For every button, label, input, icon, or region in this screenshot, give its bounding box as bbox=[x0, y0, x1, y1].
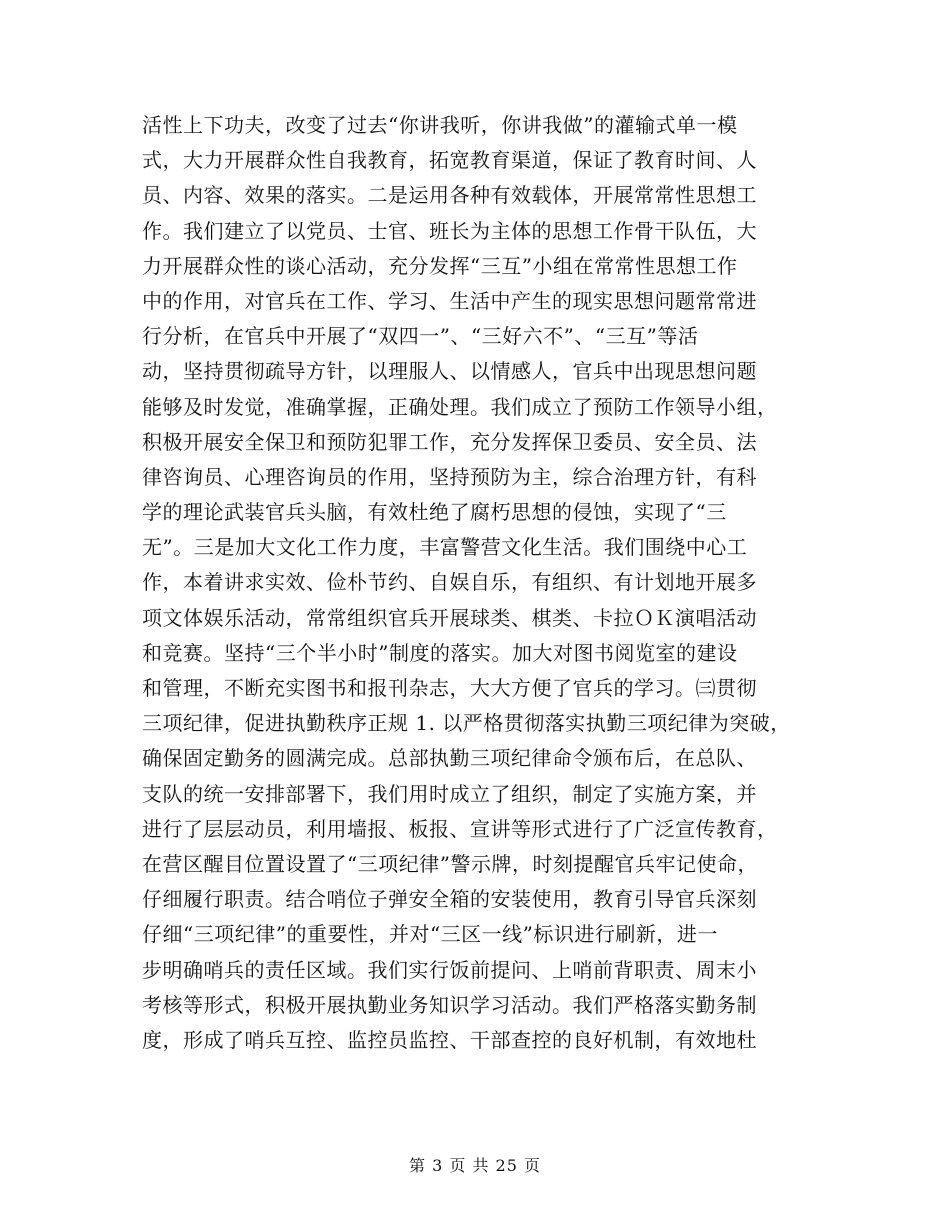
footer-suffix: 页 bbox=[524, 1156, 542, 1175]
text-line: 积极开展安全保卫和预防犯罪工作，充分发挥保卫委员、安全员、法 bbox=[142, 429, 757, 454]
text-line: 和竞赛。坚持“三个半小时”制度的落实。加大对图书阅览室的建设 bbox=[142, 640, 738, 665]
text-line: 和管理，不断充实图书和报刊杂志，大大方便了官兵的学习。㈢贯彻 bbox=[142, 676, 757, 700]
total-page-count: 25 bbox=[495, 1156, 518, 1175]
current-page-number: 3 bbox=[432, 1156, 444, 1175]
text-line: 作，本着讲求实效、俭朴节约、自娱自乐，有组织、有计划地开展多 bbox=[142, 570, 757, 595]
text-line: 考核等形式，积极开展执勤业务知识学习活动。我们严格落实勤务制 bbox=[142, 992, 757, 1017]
body-text bbox=[142, 108, 812, 1058]
text-line: 项文体娱乐活动，常常组织官兵开展球类、棋类、卡拉ＯＫ演唱活动 bbox=[142, 605, 757, 630]
text-line: 学的理论武装官兵头脑，有效杜绝了腐朽思想的侵蚀，实现了“三 bbox=[142, 500, 727, 525]
text-line: 活性上下功夫，改变了过去“你讲我听，你讲我做”的灌输式单一模 bbox=[142, 113, 738, 137]
text-line: 仔细履行职责。结合哨位子弹安全箱的安装使用，教育引导官兵深刻 bbox=[142, 887, 757, 912]
footer-middle: 页 共 bbox=[449, 1156, 490, 1175]
text-line: 在营区醒目位置设置了“三项纪律”警示牌，时刻提醒官兵牢记使命， bbox=[142, 851, 758, 876]
text-line: 力开展群众性的谈心活动，充分发挥“三互”小组在常常性思想工作 bbox=[142, 253, 738, 278]
text-line: 支队的统一安排部署下，我们用时成立了组织，制定了实施方案，并 bbox=[142, 781, 757, 806]
text-line: 确保固定勤务的圆满完成。总部执勤三项纪律命令颁布后，在总队、 bbox=[142, 746, 757, 771]
text-line: 员、内容、效果的落实。二是运用各种有效载体，开展常常性思想工 bbox=[142, 183, 757, 208]
text-line: 无”。三是加大文化工作力度，丰富警营文化生活。我们围绕中心工 bbox=[142, 535, 748, 560]
text-line: 中的作用，对官兵在工作、学习、生活中产生的现实思想问题常常进 bbox=[142, 288, 757, 313]
page-footer bbox=[0, 1153, 950, 1176]
text-line: 律咨询员、心理咨询员的作用，坚持预防为主，综合治理方针，有科 bbox=[142, 464, 757, 489]
footer-prefix: 第 bbox=[408, 1156, 426, 1175]
text-line: 进行了层层动员，利用墙报、板报、宣讲等形式进行了广泛宣传教育， bbox=[142, 816, 778, 841]
text-line: 能够及时发觉，准确掌握，正确处理。我们成立了预防工作领导小组， bbox=[142, 394, 778, 419]
text-line: 式，大力开展群众性自我教育，拓宽教育渠道，保证了教育时间、人 bbox=[142, 148, 757, 173]
text-line: 作。我们建立了以党员、士官、班长为主体的思想工作骨干队伍，大 bbox=[142, 218, 757, 243]
text-line: 动，坚持贯彻疏导方针，以理服人、以情感人，官兵中出现思想问题 bbox=[142, 359, 757, 384]
text-line: 步明确哨兵的责任区域。我们实行饭前提问、上哨前背职责、周末小 bbox=[142, 957, 757, 982]
text-line: 三项纪律，促进执勤秩序正规 1. 以严格贯彻落实执勤三项纪律为突破， bbox=[142, 711, 791, 736]
text-line: 行分析，在官兵中开展了“双四一”、“三好六不”、“三互”等活 bbox=[142, 324, 699, 349]
text-line: 度，形成了哨兵互控、监控员监控、干部查控的良好机制，有效地杜 bbox=[142, 1027, 757, 1052]
text-line: 仔细“三项纪律”的重要性，并对“三区一线”标识进行刷新，进一 bbox=[142, 922, 718, 947]
